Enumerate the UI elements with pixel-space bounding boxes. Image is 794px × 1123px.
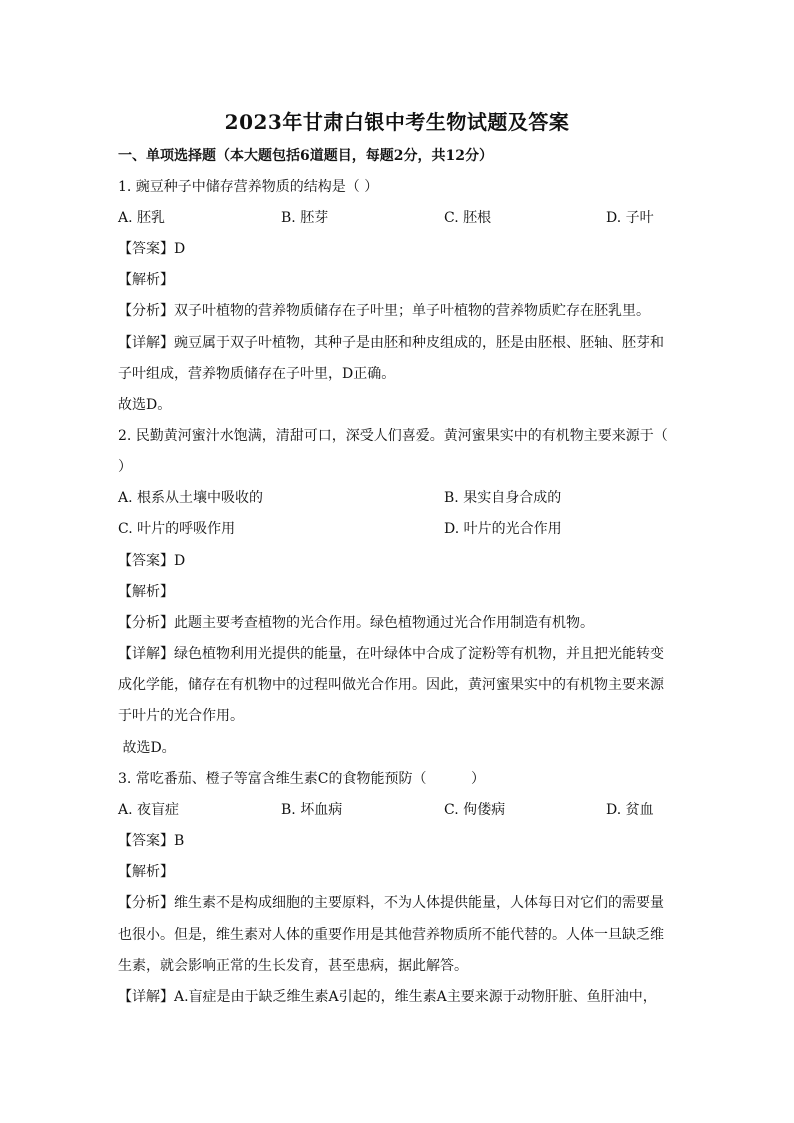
question-1-xiangjie-line-1: 【详解】豌豆属于双子叶植物，其种子是由胚和种皮组成的，胚是由胚根、胚轴、胚芽和	[118, 335, 664, 351]
question-3-fenxi-line-3: 生素，就会影响正常的生长发育，甚至患病，据此解答。	[118, 958, 468, 974]
question-1-stem: 1. 豌豆种子中储存营养物质的结构是（ ）	[118, 179, 379, 195]
question-2-analysis-label: 【解析】	[118, 584, 174, 600]
question-1-fenxi: 【分析】双子叶植物的营养物质储存在子叶里；单子叶植物的营养物质贮存在胚乳里。	[118, 303, 650, 319]
question-3-option-d: D. 贫血	[606, 802, 654, 818]
question-3-fenxi-line-1: 【分析】维生素不是构成细胞的主要原料，不为人体提供能量，人体每日对它们的需要量	[118, 895, 664, 911]
question-1-conclusion: 故选D。	[118, 397, 172, 413]
question-1-answer: 【答案】D	[118, 241, 186, 257]
question-1-xiangjie-line-2: 子叶组成，营养物质储存在子叶里，D正确。	[118, 366, 396, 382]
question-2-conclusion: 故选D。	[118, 740, 176, 756]
question-1-option-b: B. 胚芽	[281, 210, 329, 226]
question-3-option-c: C. 佝偻病	[444, 802, 506, 818]
question-3-fenxi-line-2: 也很小。但是，维生素对人体的重要作用是其他营养物质所不能代替的。人体一旦缺乏维	[118, 927, 664, 943]
question-2-fenxi: 【分析】此题主要考查植物的光合作用。绿色植物通过光合作用制造有机物。	[118, 615, 594, 631]
question-2-stem-line-2: ）	[118, 459, 132, 475]
question-3-xiangjie-line-1: 【详解】A.盲症是由于缺乏维生素A引起的，维生素A主要来源于动物肝脏、鱼肝油中，	[118, 989, 657, 1005]
section-heading: 一、单项选择题（本大题包括6道题目，每题2分，共12分）	[118, 148, 493, 164]
page-title: 2023年甘肃白银中考生物试题及答案	[224, 110, 570, 134]
question-2-xiangjie-line-2: 成化学能，储存在有机物中的过程叫做光合作用。因此，黄河蜜果实中的有机物主要来源	[118, 677, 664, 693]
question-3-analysis-label: 【解析】	[118, 864, 174, 880]
question-2-answer: 【答案】D	[118, 553, 186, 569]
question-2-option-a: A. 根系从土壤中吸收的	[118, 490, 264, 506]
question-1-analysis-label: 【解析】	[118, 272, 174, 288]
question-3-option-a: A. 夜盲症	[118, 802, 180, 818]
question-2-stem-line-1: 2. 民勤黄河蜜汁水饱满，清甜可口，深受人们喜爱。黄河蜜果实中的有机物主要来源于（	[118, 428, 668, 444]
question-2-option-c: C. 叶片的呼吸作用	[118, 521, 236, 537]
question-1-option-d: D. 子叶	[606, 210, 654, 226]
question-3-stem: 3. 常吃番茄、橙子等富含维生素C的食物能预防（ ）	[118, 771, 486, 787]
question-1-option-c: C. 胚根	[444, 210, 492, 226]
question-2-xiangjie-line-3: 于叶片的光合作用。	[118, 708, 244, 724]
question-1-option-a: A. 胚乳	[118, 210, 166, 226]
question-2-option-d: D. 叶片的光合作用	[444, 521, 562, 537]
question-2-option-b: B. 果实自身合成的	[444, 490, 562, 506]
question-3-answer: 【答案】B	[118, 833, 185, 849]
question-3-option-b: B. 坏血病	[281, 802, 343, 818]
question-2-xiangjie-line-1: 【详解】绿色植物利用光提供的能量，在叶绿体中合成了淀粉等有机物，并且把光能转变	[118, 646, 664, 662]
